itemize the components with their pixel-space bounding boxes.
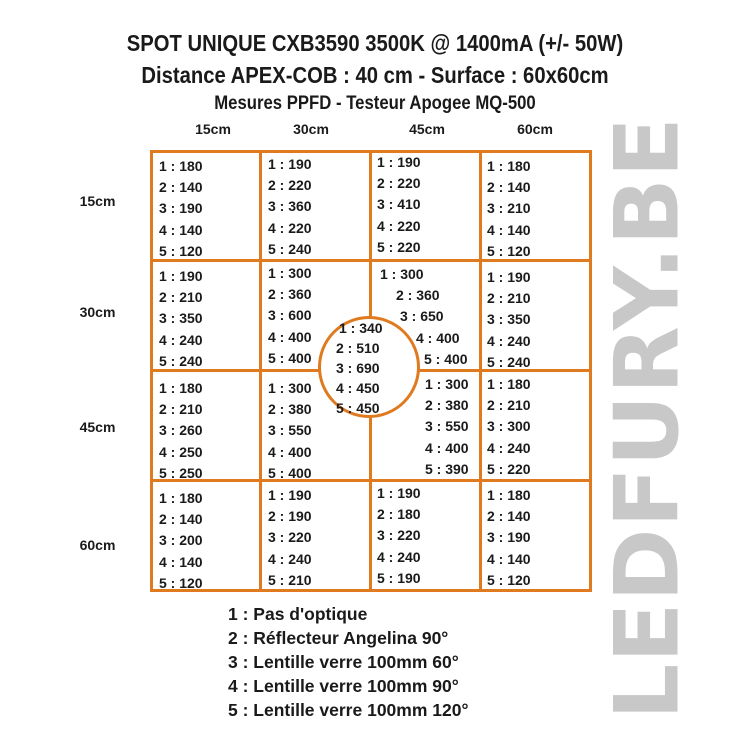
column-header-2: 30cm — [293, 121, 329, 137]
cell-value: 4 : 400 — [416, 329, 460, 346]
cell-value: 1 : 190 — [159, 268, 203, 284]
grid-cell — [268, 263, 312, 369]
grid-cell — [487, 267, 531, 373]
column-header-3: 45cm — [409, 121, 445, 137]
cell-value: 3 : 220 — [268, 529, 312, 546]
cell-value: 1 : 300 — [425, 376, 469, 392]
cell-value: 3 : 410 — [377, 196, 421, 213]
grid-cell — [268, 154, 312, 260]
cell-value: 3 : 300 — [487, 418, 531, 435]
cell-value: 5 : 240 — [268, 240, 312, 257]
cell-value: 2 : 360 — [268, 286, 312, 303]
cell-value: 5 : 120 — [487, 571, 531, 588]
cell-value: 4 : 400 — [425, 439, 469, 456]
cell-value: 1 : 300 — [268, 265, 312, 281]
caption-measure: Mesures PPFD - Testeur Apogee MQ-500 — [214, 93, 536, 114]
cell-value: 2 : 210 — [159, 289, 203, 306]
cell-value: 2 : 220 — [377, 175, 421, 192]
cell-value: 4 : 140 — [159, 221, 203, 238]
cell-value: 1 : 190 — [268, 487, 312, 503]
center-value: 1 : 340 — [339, 320, 383, 336]
cell-value: 5 : 190 — [377, 569, 421, 586]
cell-value: 4 : 140 — [487, 221, 531, 238]
grid-cell — [159, 156, 203, 262]
cell-value: 1 : 180 — [487, 487, 531, 503]
center-value: 3 : 690 — [336, 360, 380, 376]
center-value: 5 : 450 — [336, 400, 380, 416]
row-header-3: 45cm — [79, 419, 116, 435]
grid-cell — [425, 374, 469, 480]
cell-value: 2 : 360 — [396, 287, 440, 304]
legend-item: 5 : Lentille verre 100mm 120° — [228, 700, 469, 720]
column-header-1: 15cm — [195, 121, 231, 137]
cell-value: 5 : 240 — [159, 352, 203, 369]
cell-value: 2 : 380 — [268, 401, 312, 418]
cell-value: 3 : 600 — [268, 307, 312, 324]
cell-value: 5 : 400 — [268, 349, 312, 366]
cell-value: 1 : 190 — [268, 156, 312, 172]
cell-value: 5 : 120 — [159, 242, 203, 259]
cell-value: 4 : 240 — [487, 332, 531, 349]
cell-value: 2 : 210 — [487, 290, 531, 307]
subtitle-distance: Distance APEX-COB : 40 cm - Surface : 60x60cm — [141, 62, 609, 88]
legend-item: 3 : Lentille verre 100mm 60° — [228, 652, 459, 672]
grid-cell — [487, 156, 531, 262]
center-value: 4 : 450 — [336, 380, 380, 396]
optics-legend — [228, 602, 468, 722]
cell-value: 2 : 220 — [268, 177, 312, 194]
cell-value: 1 : 180 — [159, 380, 203, 396]
cell-value: 3 : 220 — [377, 527, 421, 544]
main-title: SPOT UNIQUE CXB3590 3500K @ 1400mA (+/- 50W) — [126, 30, 624, 56]
cell-value: 1 : 180 — [159, 490, 203, 506]
cell-value: 3 : 260 — [159, 422, 203, 439]
cell-value: 4 : 250 — [159, 443, 203, 460]
cell-value: 5 : 250 — [159, 464, 203, 481]
cell-value: 3 : 360 — [268, 198, 312, 215]
cell-value: 1 : 300 — [380, 266, 424, 282]
grid-cell — [268, 378, 312, 484]
legend-item: 4 : Lentille verre 100mm 90° — [228, 676, 459, 696]
cell-value: 3 : 350 — [487, 311, 531, 328]
grid-cell — [268, 485, 312, 591]
grid-cell — [159, 488, 203, 594]
cell-value: 4 : 240 — [159, 331, 203, 348]
watermark-text: LEDFURY.BE — [595, 116, 699, 720]
cell-value: 3 : 200 — [159, 532, 203, 549]
grid-cell — [487, 485, 531, 591]
cell-value: 1 : 190 — [377, 154, 421, 170]
cell-value: 3 : 650 — [400, 308, 444, 325]
center-values — [336, 318, 383, 418]
cell-value: 2 : 210 — [159, 401, 203, 418]
row-header-4: 60cm — [79, 537, 116, 553]
row-header-1: 15cm — [79, 193, 116, 209]
cell-value: 1 : 300 — [268, 380, 312, 396]
cell-value: 3 : 550 — [425, 418, 469, 435]
cell-value: 5 : 400 — [268, 464, 312, 481]
cell-value: 1 : 190 — [377, 485, 421, 501]
legend-item: 2 : Réflecteur Angelina 90° — [228, 628, 449, 648]
cell-value: 4 : 400 — [268, 443, 312, 460]
grid-cell — [377, 483, 421, 589]
cell-value: 4 : 240 — [268, 550, 312, 567]
cell-value: 2 : 140 — [159, 179, 203, 196]
cell-value: 5 : 220 — [487, 460, 531, 477]
cell-value: 5 : 400 — [424, 350, 468, 367]
cell-value: 4 : 400 — [268, 328, 312, 345]
cell-value: 2 : 380 — [425, 397, 469, 414]
cell-value: 2 : 180 — [377, 506, 421, 523]
column-header-4: 60cm — [517, 121, 553, 137]
cell-value: 4 : 140 — [487, 550, 531, 567]
row-header-2: 30cm — [79, 304, 116, 320]
cell-value: 1 : 180 — [159, 158, 203, 174]
grid-cell — [487, 374, 531, 480]
cell-value: 2 : 140 — [487, 508, 531, 525]
cell-value: 3 : 190 — [487, 529, 531, 546]
cell-value: 1 : 180 — [487, 158, 531, 174]
cell-value: 5 : 220 — [377, 238, 421, 255]
cell-value: 5 : 120 — [159, 574, 203, 591]
cell-value: 5 : 240 — [487, 353, 531, 370]
cell-value: 4 : 240 — [377, 548, 421, 565]
cell-value: 5 : 120 — [487, 242, 531, 259]
cell-value: 1 : 190 — [487, 269, 531, 285]
cell-value: 2 : 140 — [159, 511, 203, 528]
cell-value: 2 : 190 — [268, 508, 312, 525]
cell-value: 2 : 140 — [487, 179, 531, 196]
cell-value: 4 : 240 — [487, 439, 531, 456]
center-value: 2 : 510 — [336, 340, 380, 356]
cell-value: 3 : 350 — [159, 310, 203, 327]
grid-cell — [377, 152, 421, 258]
cell-value: 5 : 210 — [268, 571, 312, 588]
cell-value: 3 : 190 — [159, 200, 203, 217]
cell-value: 3 : 550 — [268, 422, 312, 439]
cell-value: 4 : 140 — [159, 553, 203, 570]
cell-value: 3 : 210 — [487, 200, 531, 217]
cell-value: 4 : 220 — [268, 219, 312, 236]
cell-value: 5 : 390 — [425, 460, 469, 477]
cell-value: 1 : 180 — [487, 376, 531, 392]
cell-value: 2 : 210 — [487, 397, 531, 414]
legend-item: 1 : Pas d'optique — [228, 604, 368, 624]
cell-value: 4 : 220 — [377, 217, 421, 234]
grid-cell — [159, 266, 203, 372]
grid-cell — [159, 378, 203, 484]
